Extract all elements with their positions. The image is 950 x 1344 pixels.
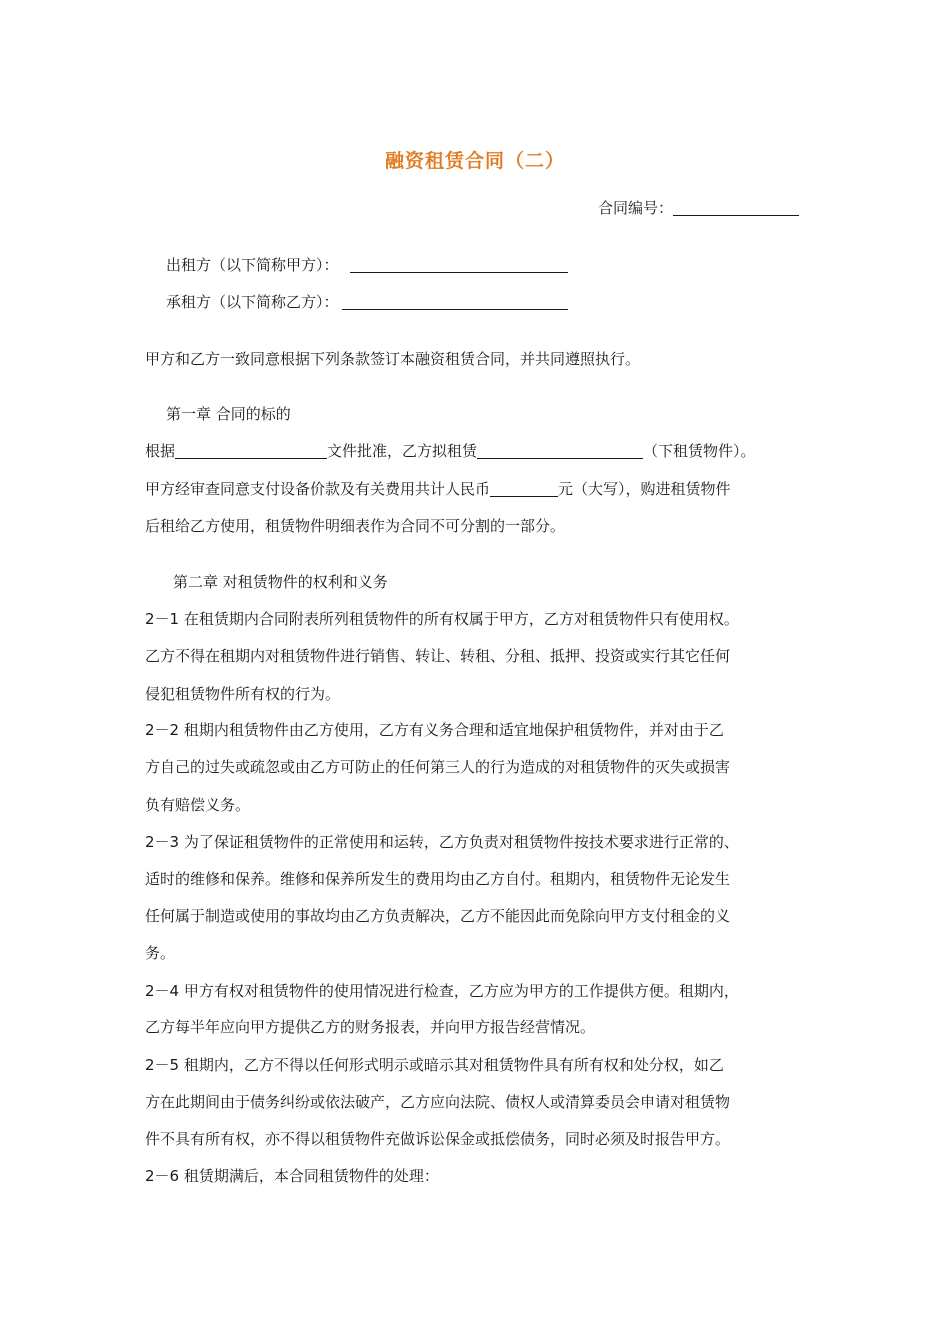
document-title: 融资租赁合同（二） [384, 150, 565, 172]
chapter2-line: 适时的维修和保养。维修和保养所发生的费用均由乙方自付。租期内，租赁物件无论发生 [145, 870, 731, 888]
chapter2-line: 2－2 租期内租赁物件由乙方使用，乙方有义务合理和适宜地保护租赁物件，并对由于乙 [145, 721, 724, 739]
contract-number-label: 合同编号： [598, 199, 674, 217]
chapter1-line-3: 后租给乙方使用，租赁物件明细表作为合同不可分割的一部分。 [145, 517, 566, 535]
leased-item-blank [477, 442, 643, 459]
chapter1-text: （下租赁物件）。 [643, 442, 756, 460]
chapter2-line: 件不具有所有权，亦不得以租赁物件充做诉讼保金或抵偿债务，同时必须及时报告甲方。 [145, 1130, 731, 1148]
chapter1-text: 甲方经审查同意支付设备价款及有关费用共计人民币 [145, 480, 491, 498]
lessee-label: 承租方（以下简称乙方）： [166, 293, 339, 311]
chapter2-line: 2－3 为了保证租赁物件的正常使用和运转，乙方负责对租赁物件按技术要求进行正常的、 [145, 833, 739, 851]
chapter2-line: 方自己的过失或疏忽或由乙方可防止的任何第三人的行为造成的对租赁物件的灭失或损害 [145, 758, 731, 776]
lessor-row [166, 255, 568, 275]
lessee-row [166, 292, 568, 312]
amount-blank [490, 480, 558, 497]
chapter2-line: 2－5 租期内，乙方不得以任何形式明示或暗示其对租赁物件具有所有权和处分权，如乙 [145, 1056, 724, 1074]
chapter2-line: 侵犯租赁物件所有权的行为。 [145, 685, 341, 703]
chapter1-line-1 [145, 441, 756, 461]
chapter1-text: 文件批准，乙方拟租赁 [327, 442, 478, 460]
approval-document-blank [175, 442, 327, 459]
chapter2-line: 负有赔偿义务。 [145, 796, 251, 814]
chapter2-heading: 第二章 对租赁物件的权利和义务 [173, 573, 388, 591]
lessee-blank [342, 293, 568, 310]
contract-number-row [598, 198, 799, 218]
chapter2-line: 2－4 甲方有权对租赁物件的使用情况进行检查，乙方应为甲方的工作提供方便。租期内， [145, 982, 739, 1000]
lessor-blank [350, 256, 568, 273]
chapter1-heading: 第一章 合同的标的 [166, 405, 291, 423]
chapter1-text: 元（大写），购进租赁物件 [558, 480, 731, 498]
contract-number-blank [673, 199, 799, 216]
chapter2-line: 2－6 租赁期满后，本合同租赁物件的处理： [145, 1167, 439, 1185]
chapter1-line-2 [145, 479, 731, 499]
chapter2-line: 方在此期间由于债务纠纷或依法破产，乙方应向法院、债权人或清算委员会申请对租赁物 [145, 1093, 731, 1111]
lessor-label: 出租方（以下简称甲方）： [166, 256, 339, 274]
chapter1-text: 根据 [145, 442, 176, 460]
chapter2-line: 乙方不得在租期内对租赁物件进行销售、转让、转租、分租、抵押、投资或实行其它任何 [145, 647, 731, 665]
chapter2-line: 任何属于制造或使用的事故均由乙方负责解决，乙方不能因此而免除向甲方支付租金的义 [145, 907, 731, 925]
intro-paragraph: 甲方和乙方一致同意根据下列条款签订本融资租赁合同，并共同遵照执行。 [145, 350, 641, 368]
chapter2-line: 乙方每半年应向甲方提供乙方的财务报表，并向甲方报告经营情况。 [145, 1018, 596, 1036]
chapter2-line: 务。 [145, 944, 176, 962]
chapter2-line: 2－1 在租赁期内合同附表所列租赁物件的所有权属于甲方，乙方对租赁物件只有使用权。 [145, 610, 739, 628]
